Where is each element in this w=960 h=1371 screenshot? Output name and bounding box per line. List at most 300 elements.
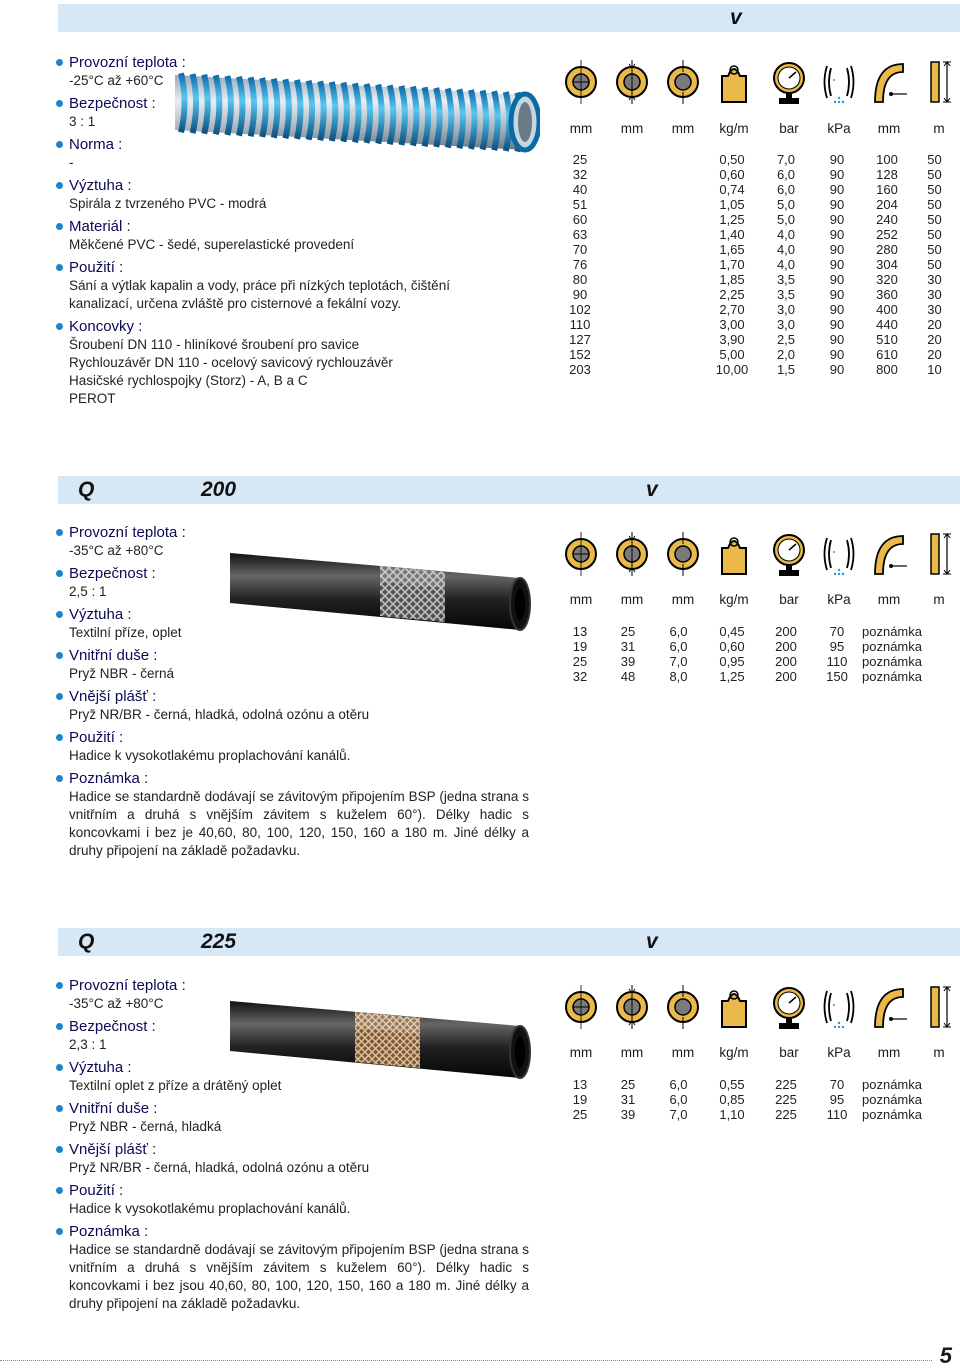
spiral-rib [216, 75, 220, 134]
table-cell: 70 [829, 624, 845, 639]
table-row [557, 242, 957, 257]
table-cell [653, 152, 704, 167]
outer-diameter-icon [612, 530, 652, 578]
table-cell: 30 [927, 287, 942, 302]
unit-label: m [933, 1045, 945, 1060]
table-cell: 2,25 [719, 287, 745, 302]
table-cell: 90 [829, 182, 845, 197]
weight-icon [714, 530, 754, 578]
section3-header-letter: v [646, 930, 658, 953]
spec-label: Vnější plášť : [55, 1140, 535, 1159]
table-row [557, 257, 957, 272]
section3-header-number: 225 [201, 930, 237, 953]
table-cell: 6,0 [669, 1092, 688, 1107]
pressure-gauge-icon [769, 58, 809, 106]
unit-label: m [933, 121, 945, 136]
pressure-gauge-icon [769, 983, 809, 1031]
table-cell: 1,70 [719, 257, 745, 272]
spec-value: Pryž NBR - černá, hladká [69, 1119, 222, 1134]
table-cell: 0,50 [719, 152, 745, 167]
outer-diameter-icon [612, 983, 652, 1031]
spec-label: Vnější plášť : [55, 687, 535, 706]
table-cell [653, 242, 704, 257]
table-cell: 3,0 [776, 317, 796, 332]
spec-value: Textilní oplet z příze a drátěný oplet [69, 1078, 282, 1093]
table-cell: 128 [876, 167, 898, 182]
section2-data-table [557, 624, 957, 684]
table-cell: 252 [876, 227, 898, 242]
spec-label: Vnitřní duše : [55, 1099, 535, 1118]
table-cell: 90 [829, 257, 845, 272]
table-row [557, 332, 957, 347]
table-cell: 70 [572, 242, 588, 257]
table-cell [653, 167, 704, 182]
spec-value: -25°C až +60°C [69, 73, 164, 88]
unit-label: m [933, 592, 945, 607]
table-row [557, 1107, 957, 1122]
rubber-hose-textile-image [225, 548, 535, 638]
spiral-rib [239, 77, 243, 136]
weight-icon [714, 983, 754, 1031]
table-cell: 320 [876, 272, 898, 287]
spec-value: Hadice k vysokotlakému proplachování kanálů. [69, 1201, 351, 1216]
section3-icon-row [557, 983, 957, 1033]
page-footer-line [0, 1360, 932, 1361]
table-row [557, 654, 957, 669]
spiral-rib [494, 91, 498, 150]
section2-header-number: 200 [201, 478, 237, 501]
table-cell: 90 [829, 287, 845, 302]
table-cell: 3,5 [776, 272, 796, 287]
table-cell: poznámka [862, 1107, 922, 1122]
unit-label: mm [620, 1045, 644, 1060]
inner-diameter-icon [561, 530, 601, 578]
table-cell: 30 [927, 302, 942, 317]
table-cell [603, 242, 653, 257]
unit-label: bar [779, 121, 799, 136]
table-cell: 4,0 [776, 227, 796, 242]
spec-value: -35°C až +80°C [69, 543, 164, 558]
outer-diameter-icon [612, 58, 652, 106]
table-cell: 152 [569, 347, 591, 362]
spiral-rib [309, 81, 313, 140]
spec-label: Bezpečnost : [55, 564, 535, 583]
unit-label: mm [671, 121, 695, 136]
table-row [557, 347, 957, 362]
table-cell [603, 212, 653, 227]
spiral-rib [227, 76, 231, 135]
vacuum-icon [819, 530, 859, 578]
table-cell: 50 [927, 182, 942, 197]
table-cell [603, 182, 653, 197]
table-cell: 0,45 [719, 624, 745, 639]
table-cell: 32 [572, 167, 588, 182]
table-row [557, 669, 957, 684]
table-cell: 50 [927, 227, 942, 242]
table-cell: 0,95 [719, 654, 745, 669]
unit-label: kg/m [719, 592, 749, 607]
table-cell: 32 [572, 669, 588, 684]
unit-label: bar [779, 1045, 799, 1060]
unit-label: mm [569, 1045, 593, 1060]
table-cell: 6,0 [776, 167, 796, 182]
table-cell [653, 272, 704, 287]
table-cell [653, 212, 704, 227]
unit-label: mm [877, 121, 901, 136]
spiral-rib [262, 78, 266, 137]
spiral-rib [390, 85, 394, 144]
spec-label: Vnitřní duše : [55, 646, 535, 665]
table-cell: 204 [876, 197, 898, 212]
spiral-rib [355, 83, 359, 142]
spec-label: Použití : [55, 1181, 535, 1200]
section2-icon-row [557, 530, 957, 580]
table-cell: 60 [572, 212, 588, 227]
table-cell: 20 [927, 332, 942, 347]
table-cell: 40 [572, 182, 588, 197]
spec-label: Použití : [55, 728, 535, 747]
table-row [557, 624, 957, 639]
spec-value: Textilní příze, oplet [69, 625, 182, 640]
spiral-rib [413, 87, 417, 146]
table-cell [603, 287, 653, 302]
spec-value: - [69, 155, 74, 170]
spiral-rib [285, 79, 289, 138]
spec-value: Pryž NR/BR - černá, hladká, odolná ozónu a otěru [69, 707, 370, 722]
spec-label: Provozní teplota : [55, 523, 535, 542]
spec-label: Provozní teplota : [55, 53, 535, 72]
table-cell: 1,25 [719, 669, 745, 684]
bend-radius-icon [869, 530, 909, 578]
table-cell: 200 [775, 654, 797, 669]
section1-icon-row [557, 58, 957, 108]
spec-label: Provozní teplota : [55, 976, 535, 995]
table-cell: 19 [572, 1092, 588, 1107]
inner-diameter-icon [561, 983, 601, 1031]
spiral-rib [343, 83, 347, 142]
spec-value: Sání a výtlak kapalin a vody, práce při nízkých teplotách, čištění kanalizací, určena zvláště pro cisternové a fekální vozy. [69, 278, 450, 311]
spiral-rib [367, 84, 371, 143]
spec-label: Použití : [55, 258, 535, 277]
table-row [557, 287, 957, 302]
table-cell: 160 [876, 182, 898, 197]
spiral-rib [378, 85, 382, 144]
table-cell: 1,5 [776, 362, 796, 377]
table-cell [603, 257, 653, 272]
wall-thickness-icon [663, 530, 703, 578]
table-cell: 510 [876, 332, 898, 347]
table-cell: 95 [829, 1092, 845, 1107]
table-cell: 102 [569, 302, 591, 317]
table-cell: 225 [775, 1077, 797, 1092]
unit-label: mm [671, 592, 695, 607]
unit-label: mm [671, 1045, 695, 1060]
unit-label: bar [779, 592, 799, 607]
bend-radius-icon [869, 58, 909, 106]
table-cell: 360 [876, 287, 898, 302]
table-cell [653, 287, 704, 302]
table-cell: 90 [829, 167, 845, 182]
unit-label: kPa [827, 592, 851, 607]
unit-label: kPa [827, 121, 851, 136]
table-cell: 48 [620, 669, 636, 684]
spec-label: Bezpečnost : [55, 1017, 535, 1036]
table-row [557, 197, 957, 212]
table-cell [653, 317, 704, 332]
table-cell: 50 [927, 197, 942, 212]
inner-diameter-icon [561, 58, 601, 106]
spec-value: 2,5 : 1 [69, 584, 107, 599]
length-icon [919, 983, 959, 1031]
spec-value: Měkčené PVC - šedé, superelastické provedení [69, 237, 355, 252]
table-cell: 25 [620, 624, 636, 639]
table-cell: 110 [569, 317, 591, 332]
section2-header-letter: v [646, 478, 658, 501]
table-cell: 4,0 [776, 242, 796, 257]
spiral-rib [297, 80, 301, 139]
pressure-gauge-icon [769, 530, 809, 578]
table-cell: 50 [927, 167, 942, 182]
table-cell: 203 [569, 362, 591, 377]
table-cell: 90 [572, 287, 588, 302]
table-cell: 1,05 [719, 197, 745, 212]
table-cell: poznámka [862, 639, 922, 654]
table-cell: 90 [829, 212, 845, 227]
wall-thickness-icon [663, 58, 703, 106]
table-cell: 39 [620, 1107, 636, 1122]
table-cell: 2,5 [776, 332, 796, 347]
table-cell: 90 [829, 317, 845, 332]
table-cell: 90 [829, 227, 845, 242]
table-row [557, 167, 957, 182]
table-cell: 800 [876, 362, 898, 377]
table-cell: 90 [829, 197, 845, 212]
table-cell: 200 [775, 639, 797, 654]
table-cell: 95 [829, 639, 845, 654]
table-cell: 10,00 [715, 362, 749, 377]
section2-header [58, 476, 960, 504]
spec-label: Výztuha : [55, 176, 535, 195]
spiral-rib [471, 90, 475, 149]
spiral-rib [251, 77, 255, 136]
table-row [557, 1077, 957, 1092]
table-cell: 13 [572, 624, 588, 639]
table-cell [603, 362, 653, 377]
table-cell: 90 [829, 242, 845, 257]
spiral-rib [425, 87, 429, 146]
table-cell [603, 152, 653, 167]
table-cell: 7,0 [669, 1107, 688, 1122]
table-cell: poznámka [862, 669, 922, 684]
spiral-rib [401, 86, 405, 145]
spiral-rib [436, 88, 440, 147]
table-cell: poznámka [862, 654, 922, 669]
section1-data-table [557, 152, 957, 377]
table-cell: 63 [572, 227, 588, 242]
table-cell [603, 227, 653, 242]
table-cell: 19 [572, 639, 588, 654]
spiral-rib [448, 89, 452, 148]
table-cell: 39 [620, 654, 636, 669]
unit-label: mm [569, 592, 593, 607]
vacuum-icon [819, 58, 859, 106]
table-cell [653, 227, 704, 242]
spiral-rib [483, 91, 487, 150]
table-cell: 5,00 [719, 347, 745, 362]
wall-thickness-icon [663, 983, 703, 1031]
table-cell: 10 [927, 362, 942, 377]
section2-header-q: Q [78, 478, 95, 501]
table-cell: poznámka [862, 624, 922, 639]
table-cell [603, 197, 653, 212]
spec-value: -35°C až +80°C [69, 996, 164, 1011]
table-cell: 80 [572, 272, 588, 287]
table-cell: 90 [829, 272, 845, 287]
section3-header [58, 928, 960, 956]
table-cell: 200 [775, 669, 797, 684]
weight-icon [714, 58, 754, 106]
table-cell: 240 [876, 212, 898, 227]
table-cell: 3,90 [719, 332, 745, 347]
spec-label: Materiál : [55, 217, 535, 236]
table-cell: 50 [927, 257, 942, 272]
section1-header-letter: v [730, 6, 742, 29]
table-cell: 6,0 [669, 1077, 688, 1092]
spec-label: Norma : [55, 135, 535, 154]
table-cell: 13 [572, 1077, 588, 1092]
table-cell [603, 347, 653, 362]
spec-value: Hadice se standardně dodávají se závitovým připojením BSP (jedna strana s vnitřním a druhá s vnějším závitem s kuželem 60°). Délky hadic s koncovkami i bez jsou 40,60, 80, 100, 120, 150, 160 a 180 m. Jiné délky a druhy připojení na základě požadavku. [69, 1242, 529, 1311]
table-cell: 3,0 [776, 302, 796, 317]
table-cell [653, 197, 704, 212]
spec-label: Bezpečnost : [55, 94, 535, 113]
vacuum-icon [819, 983, 859, 1031]
unit-label: kPa [827, 1045, 851, 1060]
table-cell: 5,0 [776, 212, 796, 227]
table-cell: 100 [876, 152, 898, 167]
table-cell [653, 302, 704, 317]
table-cell: 150 [826, 669, 848, 684]
table-cell: 90 [829, 152, 845, 167]
table-cell: 51 [572, 197, 588, 212]
table-cell [603, 302, 653, 317]
table-cell: 6,0 [776, 182, 796, 197]
table-cell: 110 [826, 1107, 848, 1122]
length-icon [919, 530, 959, 578]
table-cell: 0,60 [719, 639, 745, 654]
table-cell [603, 317, 653, 332]
table-cell: 5,0 [776, 197, 796, 212]
spec-value: 2,3 : 1 [69, 1037, 107, 1052]
spiral-rib [274, 79, 278, 138]
section3-header-q: Q [78, 930, 95, 953]
section1-header [58, 4, 960, 32]
table-cell: 25 [572, 152, 588, 167]
table-cell: 127 [569, 332, 591, 347]
unit-label: kg/m [719, 1045, 749, 1060]
pvc-suction-hose-image [165, 55, 540, 175]
spiral-rib [459, 89, 463, 148]
table-row [557, 1092, 957, 1107]
table-cell: 50 [927, 152, 942, 167]
spiral-rib [332, 82, 336, 141]
table-row [557, 182, 957, 197]
spiral-rib [193, 74, 197, 133]
table-cell: 400 [876, 302, 898, 317]
table-cell: 50 [927, 212, 942, 227]
table-cell: 20 [927, 347, 942, 362]
table-cell: 0,55 [719, 1077, 745, 1092]
table-cell: 1,40 [719, 227, 745, 242]
table-cell: 50 [927, 242, 942, 257]
table-cell: 76 [572, 257, 588, 272]
table-cell [653, 347, 704, 362]
bend-radius-icon [869, 983, 909, 1031]
table-cell: 70 [829, 1077, 845, 1092]
table-row [557, 272, 957, 287]
table-cell: 225 [775, 1092, 797, 1107]
table-cell: 0,60 [719, 167, 745, 182]
table-cell [653, 182, 704, 197]
table-cell: 90 [829, 302, 845, 317]
table-row [557, 639, 957, 654]
table-cell: 440 [876, 317, 898, 332]
length-icon [919, 58, 959, 106]
unit-label: mm [620, 121, 644, 136]
table-cell: 2,70 [719, 302, 745, 317]
spec-value: Hadice k vysokotlakému proplachování kanálů. [69, 748, 351, 763]
table-cell: 1,10 [719, 1107, 745, 1122]
section3-data-table [557, 1077, 957, 1122]
table-cell [653, 332, 704, 347]
table-cell: poznámka [862, 1092, 922, 1107]
spec-value: 3 : 1 [69, 114, 96, 129]
spec-value: Hadice se standardně dodávají se závitovým připojením BSP (jedna strana s vnitřním a druhá s vnějším závitem s kuželem 60°). Délky hadic s koncovkami i bez je 40,60, 80, 100, 120, 150, 160 a 180 m. Jiné délky a druhy připojení na základě požadavku. [69, 789, 529, 858]
table-cell: 1,65 [719, 242, 745, 257]
spec-value: Pryž NBR - černá [69, 666, 175, 681]
spec-value: Pryž NR/BR - černá, hladká, odolná ozónu a otěru [69, 1160, 370, 1175]
table-cell: poznámka [862, 1077, 922, 1092]
table-cell: 31 [620, 639, 636, 654]
table-cell: 7,0 [669, 654, 688, 669]
table-cell: 7,0 [776, 152, 796, 167]
table-cell: 110 [826, 654, 848, 669]
unit-label: mm [877, 592, 901, 607]
table-row [557, 152, 957, 167]
table-cell: 610 [876, 347, 898, 362]
table-cell: 0,85 [719, 1092, 745, 1107]
spiral-rib [204, 75, 208, 134]
table-row [557, 212, 957, 227]
table-cell: 90 [829, 347, 845, 362]
spec-label: Výztuha : [55, 605, 535, 624]
unit-label: mm [620, 592, 644, 607]
spec-label: Koncovky : [55, 317, 535, 336]
unit-label: kg/m [719, 121, 749, 136]
table-cell: 30 [927, 272, 942, 287]
table-cell: 3,5 [776, 287, 796, 302]
table-row [557, 362, 957, 377]
spiral-rib [320, 81, 324, 140]
table-cell: 20 [927, 317, 942, 332]
table-cell: 2,0 [776, 347, 796, 362]
table-cell: 0,74 [719, 182, 745, 197]
table-cell: 280 [876, 242, 898, 257]
table-row [557, 227, 957, 242]
table-cell: 304 [876, 257, 898, 272]
table-cell [603, 332, 653, 347]
table-cell: 6,0 [669, 624, 688, 639]
